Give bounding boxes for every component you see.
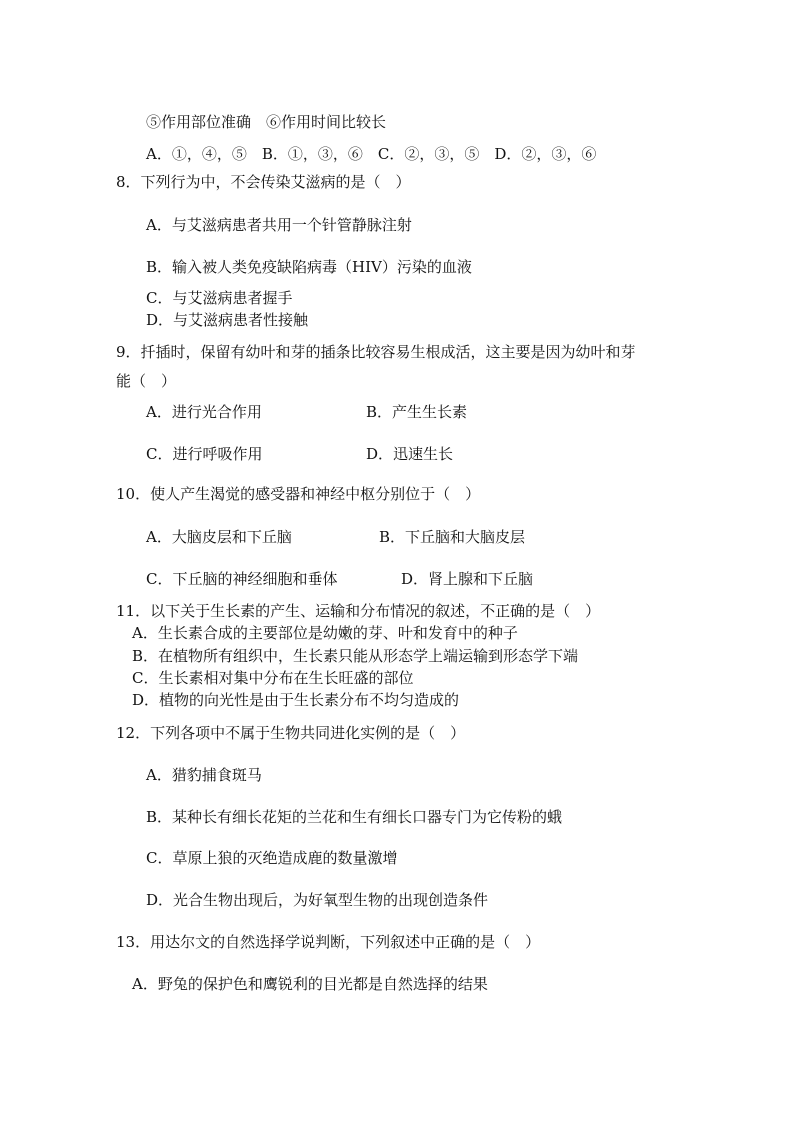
q10-option-b: B．下丘脑和大脑皮层: [379, 528, 526, 546]
q10-option-c: C．下丘脑的神经细胞和垂体: [146, 570, 338, 588]
q7-options-line: ⑤作用部位准确 ⑥作用时间比较长: [146, 113, 387, 131]
q9-option-a: A．进行光合作用: [146, 403, 262, 421]
q12-stem: 12．下列各项中不属于生物共同进化实例的是（ ）: [116, 724, 466, 742]
q7-choices: A．①，④，⑤ B．①，③，⑥ C．②，③，⑤ D．②，③，⑥: [146, 145, 597, 163]
q12-option-b: B．某种长有细长花矩的兰花和生有细长口器专门为它传粉的蛾: [146, 808, 563, 826]
q11-option-d: D．植物的向光性是由于生长素分布不均匀造成的: [132, 691, 460, 709]
q10-option-a: A．大脑皮层和下丘脑: [146, 528, 292, 546]
q13-option-a: A．野兔的保护色和鹰锐利的目光都是自然选择的结果: [132, 975, 488, 993]
q11-stem: 11．以下关于生长素的产生、运输和分布情况的叙述，不正确的是（ ）: [116, 602, 601, 620]
q9-option-b: B．产生生长素: [366, 403, 468, 421]
q9-option-c: C．进行呼吸作用: [146, 445, 263, 463]
q11-option-c: C．生长素相对集中分布在生长旺盛的部位: [132, 669, 414, 687]
q8-option-b: B．输入被人类免疫缺陷病毒（HIV）污染的血液: [146, 258, 472, 276]
q12-option-a: A．猎豹捕食斑马: [146, 766, 262, 784]
q10-stem: 10．使人产生渴觉的感受器和神经中枢分别位于（ ）: [116, 485, 481, 503]
q8-option-c: C．与艾滋病患者握手: [146, 289, 293, 307]
q8-option-d: D．与艾滋病患者性接触: [146, 311, 309, 329]
q10-option-d: D．肾上腺和下丘脑: [401, 570, 534, 588]
q11-option-b: B．在植物所有组织中，生长素只能从形态学上端运输到形态学下端: [132, 647, 579, 665]
q13-stem: 13．用达尔文的自然选择学说判断，下列叙述中正确的是（ ）: [116, 933, 541, 951]
q9-stem-line1: 9．扦插时，保留有幼叶和芽的插条比较容易生根成活，这主要是因为幼叶和芽: [116, 343, 636, 361]
q11-option-a: A．生长素合成的主要部位是幼嫩的芽、叶和发育中的种子: [132, 624, 518, 642]
q9-option-d: D．迅速生长: [366, 445, 454, 463]
q12-option-c: C．草原上狼的灭绝造成鹿的数量激增: [146, 849, 398, 867]
q8-option-a: A．与艾滋病患者共用一个针管静脉注射: [146, 216, 412, 234]
q9-stem-line2: 能（ ）: [116, 372, 177, 390]
q8-stem: 8．下列行为中，不会传染艾滋病的是（ ）: [116, 173, 411, 191]
q12-option-d: D．光合生物出现后，为好氧型生物的出现创造条件: [146, 891, 489, 909]
